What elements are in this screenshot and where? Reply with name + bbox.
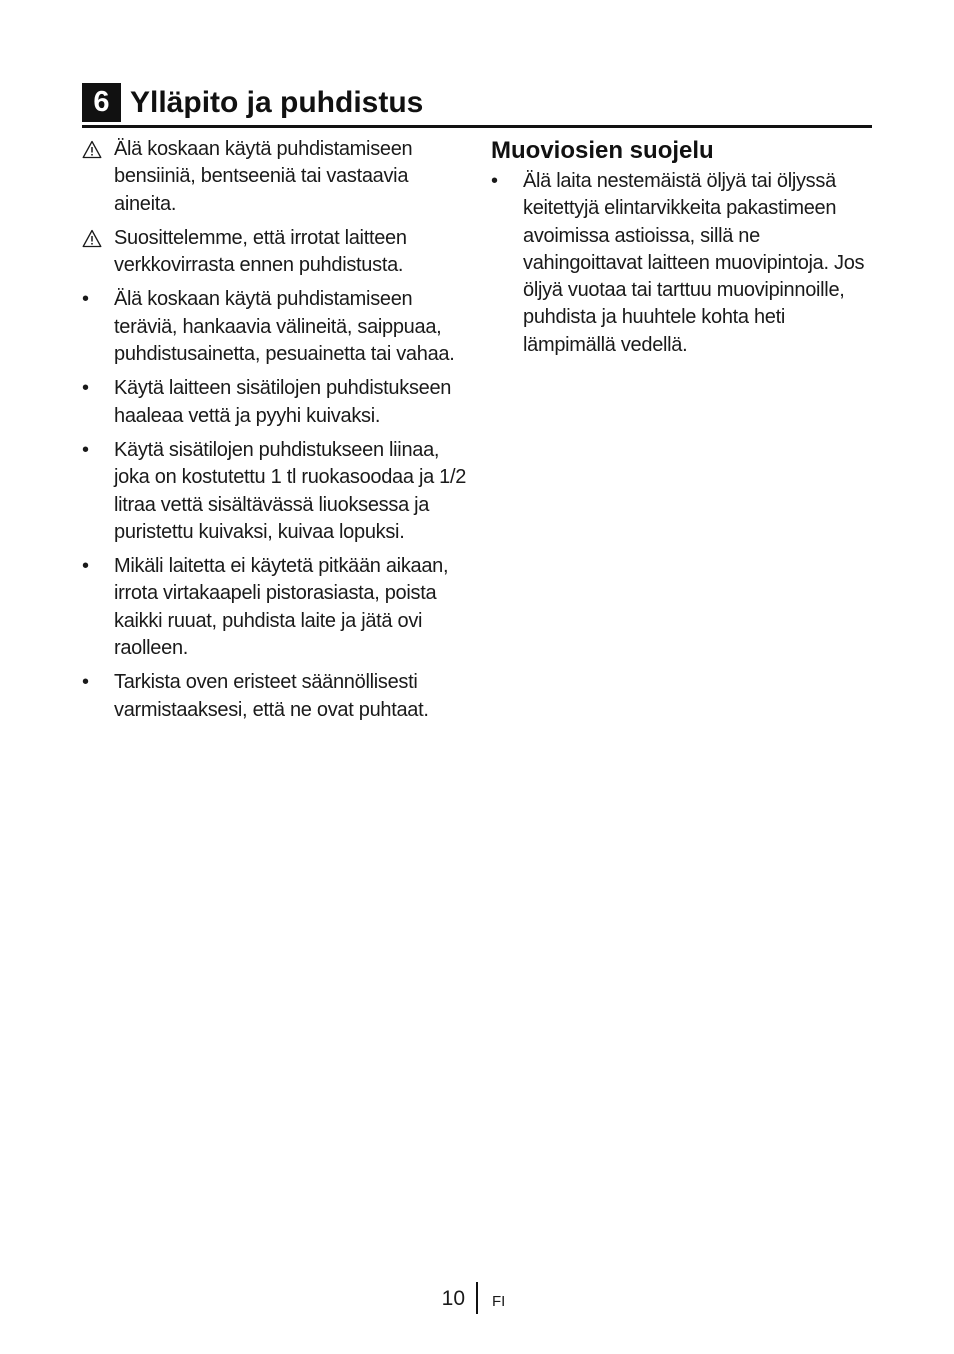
list-item-text: Tarkista oven eristeet säännöllisesti varmistaaksesi, että ne ovat puhtaat. [114, 671, 429, 721]
list-item [82, 286, 472, 368]
maintenance-list [82, 136, 472, 724]
list-item-text: Älä koskaan käytä puhdistamiseen teräviä, hankaavia välineitä, saippuaa, puhdistusainetta, pesuainetta tai vahaa. [114, 288, 455, 366]
footer-divider [476, 1282, 478, 1314]
list-item-text: Mikäli laitetta ei käytetä pitkään aikaan, irrota virtakaapeli pistorasiasta, poista kaikki ruuat, puhdista laite ja jätä ovi raolleen. [114, 555, 449, 660]
warning-icon [82, 140, 102, 159]
left-column [82, 136, 472, 731]
chapter-header [82, 83, 872, 128]
list-item [82, 375, 472, 430]
chapter-number-badge: 6 [82, 83, 121, 122]
bullet-icon: • [82, 555, 89, 578]
section-heading: Muoviosien suojelu [491, 137, 714, 164]
right-column [491, 136, 871, 366]
list-item-text: Älä laita nestemäistä öljyä tai öljyssä keitettyjä elintarvikkeita pakastimeen avoimissa astioissa, sillä ne vahingoittavat laitteen muovipintoja. Jos öljyä vuotaa tai tarttuu muovipinnoille, puhdista ja huuhtele kohta heti lämpimällä vedellä. [523, 170, 865, 356]
bullet-icon: • [491, 170, 498, 192]
list-item-text: Älä koskaan käytä puhdistamiseen bensiiniä, bentseeniä tai vastaavia aineita. [114, 138, 413, 215]
list-item [82, 553, 472, 662]
list-item-text: Suosittelemme, että irrotat laitteen verkkovirrasta ennen puhdistusta. [114, 226, 407, 277]
list-item-text: Käytä sisätilojen puhdistukseen liinaa, joka on kostutettu 1 tl ruokasoodaa ja 1/2 litraa vettä sisältävässä liuoksessa ja puristettu kuivaksi, kuivaa lopuksi. [114, 438, 467, 543]
list-item [82, 669, 472, 724]
list-item [82, 136, 472, 218]
language-code: FI [492, 1293, 506, 1310]
list-item [82, 437, 472, 546]
page-number: 10 [441, 1287, 465, 1310]
bullet-icon: • [82, 671, 89, 694]
list-item-text: Käytä laitteen sisätilojen puhdistukseen haaleaa vettä ja pyyhi kuivaksi. [114, 377, 452, 427]
bullet-icon: • [82, 438, 89, 461]
warning-icon [82, 229, 102, 248]
plastic-care-list [491, 168, 871, 359]
bullet-icon: • [82, 377, 89, 400]
page-footer [0, 1282, 954, 1316]
chapter-title: Ylläpito ja puhdistus [130, 86, 424, 119]
list-item [491, 168, 871, 359]
list-item [82, 225, 472, 280]
bullet-icon: • [82, 288, 89, 311]
